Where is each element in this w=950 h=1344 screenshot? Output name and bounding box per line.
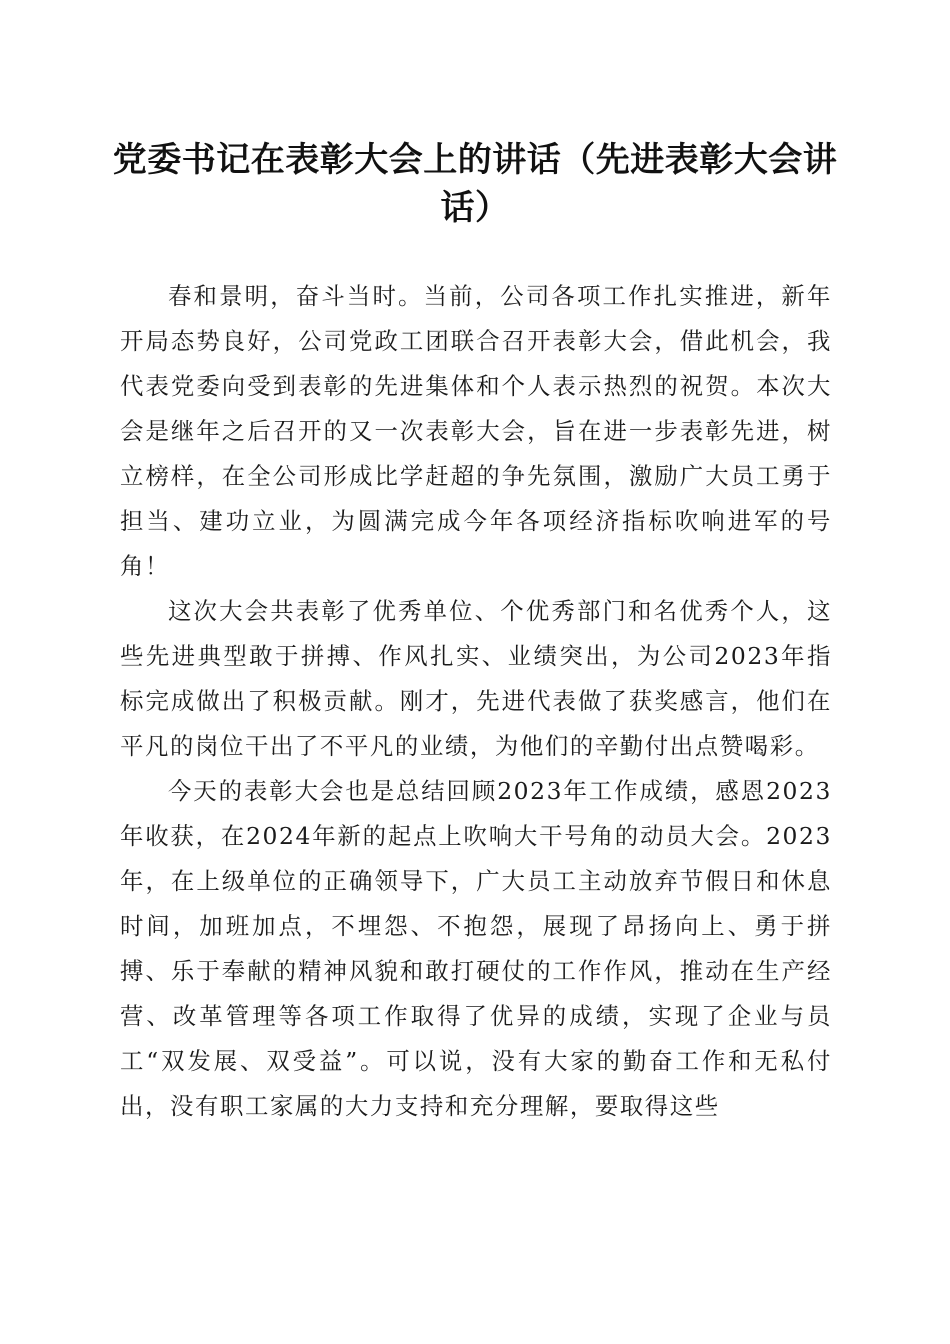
paragraph-3: 今天的表彰大会也是总结回顾2023年工作成绩，感恩2023年收获，在2024年新的起点上吹响大干号角的动员大会。2023年，在上级单位的正确领导下，广大员工主动放弃节假日和休息时间，加班加点，不埋怨、不抱怨，展现了昂扬向上、勇于拼搏、乐于奉献的精神风貌和敢打硬仗的工作作风，推动在生产经营、改革管理等各项工作取得了优异的成绩，实现了企业与员工“双发展、双受益”。可以说，没有大家的勤奋工作和无私付出，没有职工家属的大力支持和充分理解，要取得这些 xyxy=(120,777,832,1120)
paragraph-2: 这次大会共表彰了优秀单位、个优秀部门和名优秀个人，这些先进典型敢于拼搏、作风扎实、业绩突出，为公司2023年指标完成做出了积极贡献。刚才，先进代表做了获奖感言，他们在平凡的岗位干出了不平凡的业绩，为他们的辛勤付出点赞喝彩。 xyxy=(120,597,832,760)
document-body xyxy=(120,274,832,1129)
paragraph-1: 春和景明，奋斗当时。当前，公司各项工作扎实推进，新年开局态势良好，公司党政工团联合召开表彰大会，借此机会，我代表党委向受到表彰的先进集体和个人表示热烈的祝贺。本次大会是继年之后召开的又一次表彰大会，旨在进一步表彰先进，树立榜样，在全公司形成比学赶超的争先氛围，激励广大员工勇于担当、建功立业，为圆满完成今年各项经济指标吹响进军的号角！ xyxy=(120,282,832,580)
document-title: 党委书记在表彰大会上的讲话（先进表彰大会讲话） xyxy=(112,140,838,228)
